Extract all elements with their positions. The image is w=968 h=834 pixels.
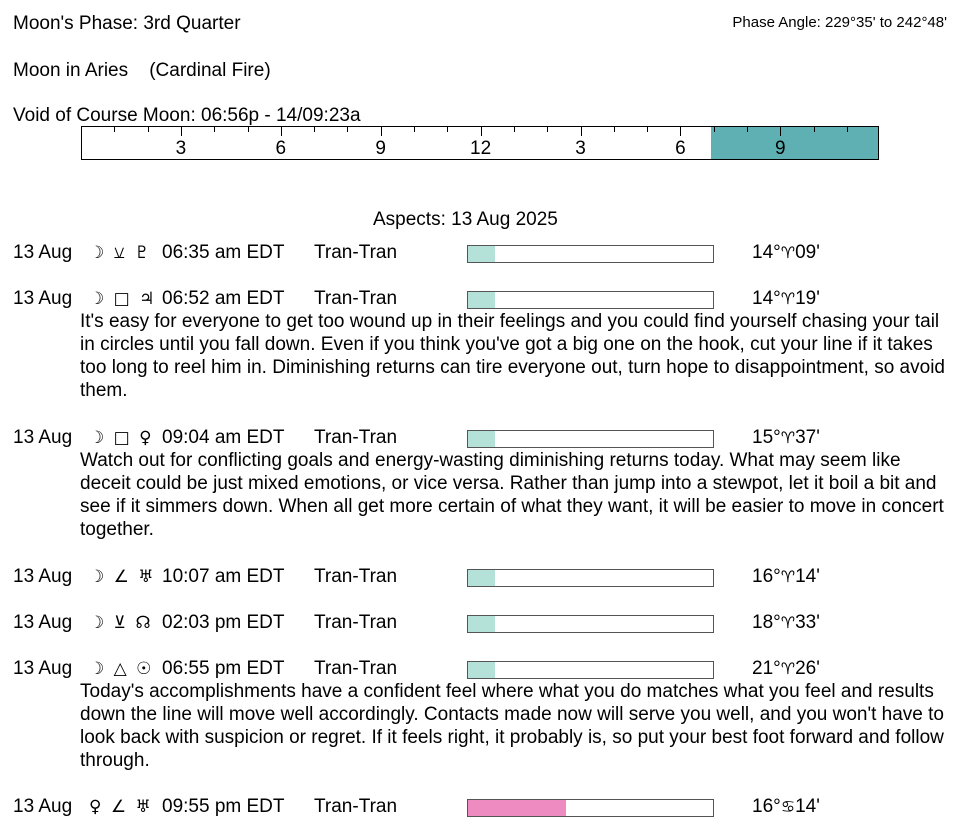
position-degree: 14° — [752, 242, 781, 263]
timeline-tick — [647, 127, 648, 132]
aspect-strength-fill — [468, 662, 495, 678]
aspect-position — [752, 242, 820, 264]
aspect-description: Today's accomplishments have a confident feel where what you do matches what you feel and results down the line will move well accordingly. Contacts made now will serve you well, and you won't have to look back with suspicion or regret. If it feels right, it probably is, so put your best foot forward and follow through. — [80, 681, 944, 771]
position-degree: 16° — [752, 566, 781, 587]
timeline-label: 12 — [470, 138, 492, 159]
aspect-position — [752, 288, 820, 310]
aspect-type: Tran-Tran — [314, 288, 398, 309]
timeline-tick — [614, 127, 615, 132]
position-minutes: 33' — [795, 612, 820, 633]
timeline-tick — [780, 127, 781, 136]
timeline-tick — [514, 127, 515, 132]
timeline-tick — [148, 127, 149, 132]
aspect-strength-bar — [467, 661, 714, 679]
aspect-strength-bar — [467, 569, 714, 587]
aspect-date: 13 Aug — [13, 612, 73, 633]
aspect-type: Tran-Tran — [314, 566, 398, 587]
zodiac-sign-icon: ♈ — [780, 243, 796, 262]
aspect-time: 09:04 am EDT — [162, 427, 285, 448]
timeline-tick — [314, 127, 315, 132]
timeline-tick — [248, 127, 249, 132]
moon-phase-text: Moon's Phase: 3rd Quarter — [13, 13, 241, 34]
aspect-glyphs: ☽ ⚺ ♇ — [89, 243, 152, 263]
aspect-strength-bar — [467, 430, 714, 448]
zodiac-sign-icon: ♋ — [780, 797, 796, 816]
timeline-label: 6 — [675, 138, 686, 159]
aspect-date: 13 Aug — [13, 242, 73, 263]
aspect-description: Watch out for conflicting goals and energy-wasting diminishing returns today. What may seem like deceit could be just mixed emotions, or vice versa. Rather than jump into a stewpot, let it boil a bit and see if it simmers down. When all get more certain of what they want, it will be easier to move in concert together. — [80, 450, 944, 540]
aspect-strength-fill — [468, 616, 495, 632]
moon-sign-text: Moon in Aries (Cardinal Fire) — [13, 60, 271, 81]
aspect-date: 13 Aug — [13, 796, 73, 817]
timeline-tick — [214, 127, 215, 132]
zodiac-sign-icon: ♈ — [780, 613, 796, 632]
aspect-date: 13 Aug — [13, 288, 73, 309]
timeline-tick — [747, 127, 748, 132]
aspect-glyphs: ☽ □ ♃ — [89, 289, 157, 309]
position-minutes: 26' — [795, 658, 820, 679]
aspect-date: 13 Aug — [13, 658, 73, 679]
timeline-label: 9 — [375, 138, 386, 159]
position-degree: 21° — [752, 658, 781, 679]
timeline-label: 3 — [175, 138, 187, 159]
aspect-position — [752, 612, 820, 634]
aspect-strength-fill — [468, 431, 495, 447]
aspect-glyphs: ☽ □ ♀ — [89, 428, 154, 448]
void-of-course-text: Void of Course Moon: 06:56p - 14/09:23a — [13, 105, 361, 126]
aspect-position — [752, 566, 820, 588]
aspect-type: Tran-Tran — [314, 242, 398, 263]
timeline-tick — [481, 127, 482, 136]
position-degree: 14° — [752, 288, 781, 309]
timeline-tick — [381, 127, 382, 136]
position-minutes: 37' — [795, 427, 820, 448]
timeline-tick — [447, 127, 448, 132]
aspect-position — [752, 796, 820, 818]
aspect-time: 09:55 pm EDT — [162, 796, 285, 817]
aspect-glyphs: ♀ ∠ ♅ — [89, 797, 153, 817]
zodiac-sign-icon: ♈ — [780, 289, 796, 308]
aspect-time: 06:52 am EDT — [162, 288, 285, 309]
position-degree: 18° — [752, 612, 781, 633]
aspect-time: 06:55 pm EDT — [162, 658, 285, 679]
aspect-type: Tran-Tran — [314, 796, 398, 817]
timeline-tick — [814, 127, 815, 132]
timeline-tick — [714, 127, 715, 132]
zodiac-sign-icon: ♈ — [780, 659, 796, 678]
timeline-tick — [680, 127, 681, 136]
aspect-time: 06:35 am EDT — [162, 242, 285, 263]
aspect-date: 13 Aug — [13, 566, 73, 587]
aspects-header: Aspects: 13 Aug 2025 — [373, 209, 558, 230]
aspect-glyphs: ☽ ∠ ♅ — [89, 567, 156, 587]
timeline-tick — [581, 127, 582, 136]
timeline-tick — [847, 127, 848, 132]
timeline-label: 3 — [575, 138, 586, 159]
aspect-type: Tran-Tran — [314, 658, 398, 679]
aspect-date: 13 Aug — [13, 427, 73, 448]
aspect-strength-bar — [467, 291, 714, 309]
void-timeline — [81, 126, 879, 160]
aspect-type: Tran-Tran — [314, 612, 398, 633]
aspect-strength-fill — [468, 800, 566, 816]
position-minutes: 19' — [795, 288, 820, 309]
aspect-position — [752, 427, 820, 449]
position-minutes: 14' — [795, 566, 820, 587]
aspect-strength-fill — [468, 292, 495, 308]
timeline-tick — [547, 127, 548, 132]
timeline-label: 9 — [775, 138, 786, 159]
aspect-type: Tran-Tran — [314, 427, 398, 448]
aspect-strength-fill — [468, 570, 495, 586]
zodiac-sign-icon: ♈ — [780, 428, 796, 447]
aspect-glyphs: ☽ △ ☉ — [89, 659, 154, 679]
aspect-time: 10:07 am EDT — [162, 566, 285, 587]
timeline-tick — [114, 127, 115, 132]
aspect-strength-bar — [467, 245, 714, 263]
phase-angle-text: Phase Angle: 229°35' to 242°48' — [732, 14, 947, 31]
aspect-glyphs: ☽ ⊻ ☊ — [89, 613, 153, 633]
aspect-strength-fill — [468, 246, 495, 262]
zodiac-sign-icon: ♈ — [780, 567, 796, 586]
aspect-strength-bar — [467, 799, 714, 817]
void-period-fill — [711, 127, 879, 159]
position-minutes: 09' — [795, 242, 820, 263]
timeline-tick — [347, 127, 348, 132]
aspect-time: 02:03 pm EDT — [162, 612, 285, 633]
aspect-description: It's easy for everyone to get too wound up in their feelings and you could find yourself chasing your tail in circles until you fall down. Even if you think you've got a big one on the hook, cut your line if it takes too long to reel him in. Diminishing returns can tire everyone out, turn hope to disappointment, so avoid them. — [80, 311, 945, 401]
position-degree: 16° — [752, 796, 781, 817]
position-degree: 15° — [752, 427, 781, 448]
timeline-tick — [281, 127, 282, 136]
timeline-tick — [414, 127, 415, 132]
timeline-tick — [181, 127, 182, 136]
aspect-strength-bar — [467, 615, 714, 633]
timeline-label: 6 — [275, 138, 287, 159]
position-minutes: 14' — [795, 796, 820, 817]
aspect-position — [752, 658, 820, 680]
